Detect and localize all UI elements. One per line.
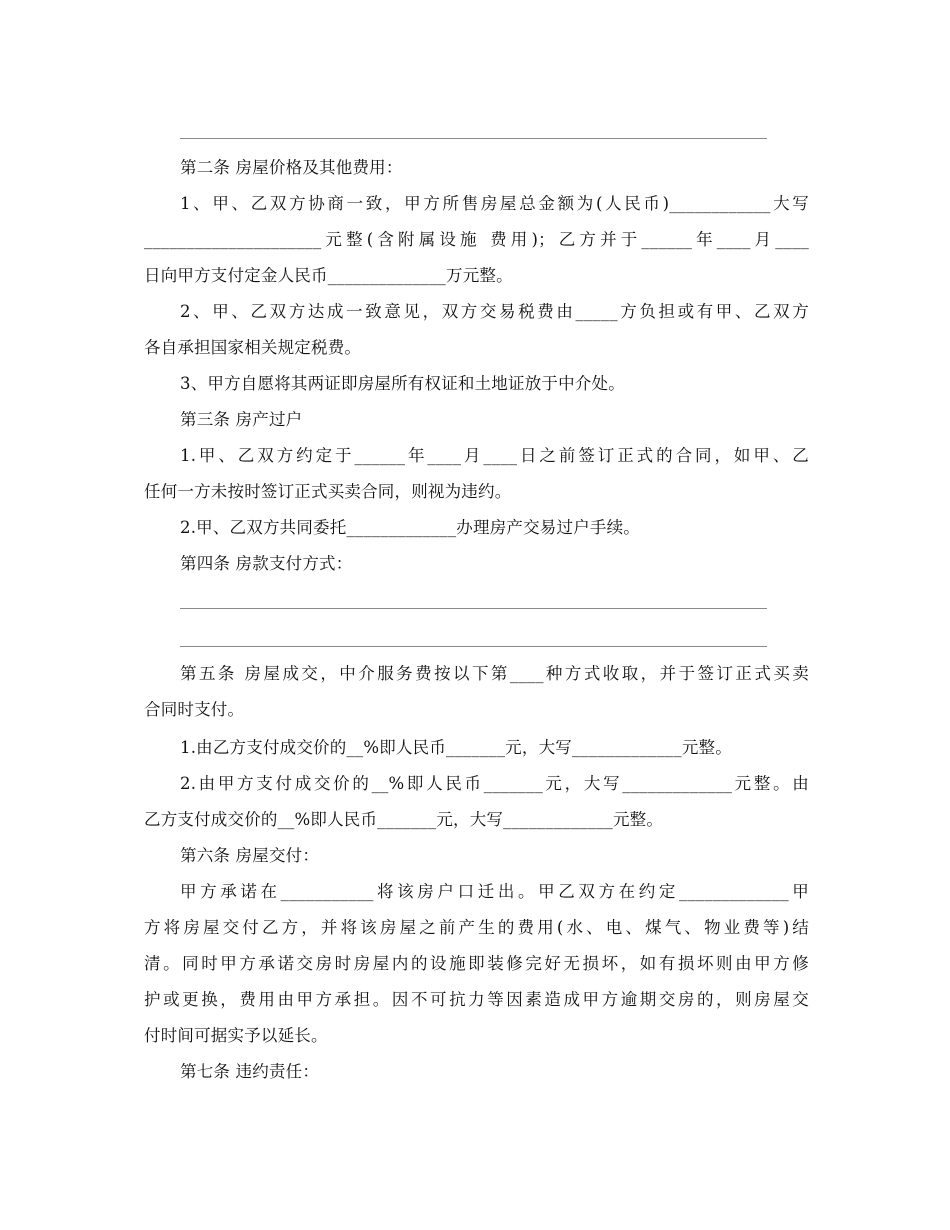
article3-item2-text: 2.甲、乙双方共同委托_____________办理房产交易过户手续。 xyxy=(180,518,640,537)
article6-body-line2: 方将房屋交付乙方，并将该房屋之前产生的费用(水、电、煤气、物业费等)结 xyxy=(144,918,809,937)
article2-heading xyxy=(144,150,809,186)
article3-heading-text: 第三条 房产过户 xyxy=(180,410,303,429)
article7-heading-text: 第七条 违约责任： xyxy=(180,1062,320,1081)
article5-item2-line2: 乙方支付成交价的__%即人民币_______元，大写_____________元整。 xyxy=(144,810,664,829)
article3-item1-line2: 任何一方未按时签订正式买卖合同，则视为违约。 xyxy=(144,482,512,501)
article2-item3 xyxy=(144,366,809,402)
article2-item3-text: 3、甲方自愿将其两证即房屋所有权证和土地证放于中介处。 xyxy=(180,374,625,393)
article2-heading-text: 第二条 房屋价格及其他费用： xyxy=(180,158,403,177)
article6-body-line3: 清。同时甲方承诺交房时房屋内的设施即装修完好无损坏，如有损坏则由甲方修 xyxy=(144,954,809,973)
blank-fill-line-payment-1 xyxy=(180,608,767,609)
article2-item1-line2: _____________________元整(含附属设施 费用)；乙方并于______年____月____ xyxy=(144,230,809,249)
article5-intro xyxy=(144,656,809,728)
article7-heading xyxy=(144,1054,809,1090)
article6-body xyxy=(144,874,809,1054)
article5-item2 xyxy=(144,766,809,838)
blank-fill-line-payment-2 xyxy=(180,646,767,647)
article5-intro-line1: 第五条 房屋成交，中介服务费按以下第____种方式收取，并于签订正式买卖 xyxy=(180,664,809,683)
article6-body-line4: 护或更换，费用由甲方承担。因不可抗力等因素造成甲方逾期交房的，则房屋交 xyxy=(144,990,809,1009)
article3-heading xyxy=(144,402,809,438)
article2-item1-line3: 日向甲方支付定金人民币______________万元整。 xyxy=(144,266,513,285)
article5-item1-text: 1.由乙方支付成交价的__%即人民币_______元，大写_____________元整。 xyxy=(180,738,732,757)
article6-heading-text: 第六条 房屋交付： xyxy=(180,846,320,865)
article4-heading-text: 第四条 房款支付方式： xyxy=(180,554,353,573)
article5-item1 xyxy=(144,730,809,766)
article6-heading xyxy=(144,838,809,874)
article6-body-line5: 付时间可据实予以延长。 xyxy=(144,1026,328,1045)
blank-fill-line-top xyxy=(180,138,767,139)
article2-item2 xyxy=(144,294,809,366)
article2-item1-line1: 1、甲、乙双方协商一致，甲方所售房屋总金额为(人民币)____________大写 xyxy=(180,194,809,213)
article2-item2-line1: 2、甲、乙双方达成一致意见，双方交易税费由_____方负担或有甲、乙双方 xyxy=(180,302,809,321)
article2-item1 xyxy=(144,186,809,294)
article5-item2-line1: 2.由甲方支付成交价的__%即人民币_______元，大写_____________元整。由 xyxy=(180,774,809,793)
article6-body-line1: 甲方承诺在___________将该房户口迁出。甲乙双方在约定_____________甲 xyxy=(180,882,809,901)
article3-item1-line1: 1.甲、乙双方约定于______年____月____日之前签订正式的合同，如甲、乙 xyxy=(180,446,809,465)
article3-item1 xyxy=(144,438,809,510)
article4-heading xyxy=(144,546,809,582)
article5-intro-line2: 合同时支付。 xyxy=(144,700,245,719)
article2-item2-line2: 各自承担国家相关规定税费。 xyxy=(144,338,362,357)
article3-item2 xyxy=(144,510,809,546)
